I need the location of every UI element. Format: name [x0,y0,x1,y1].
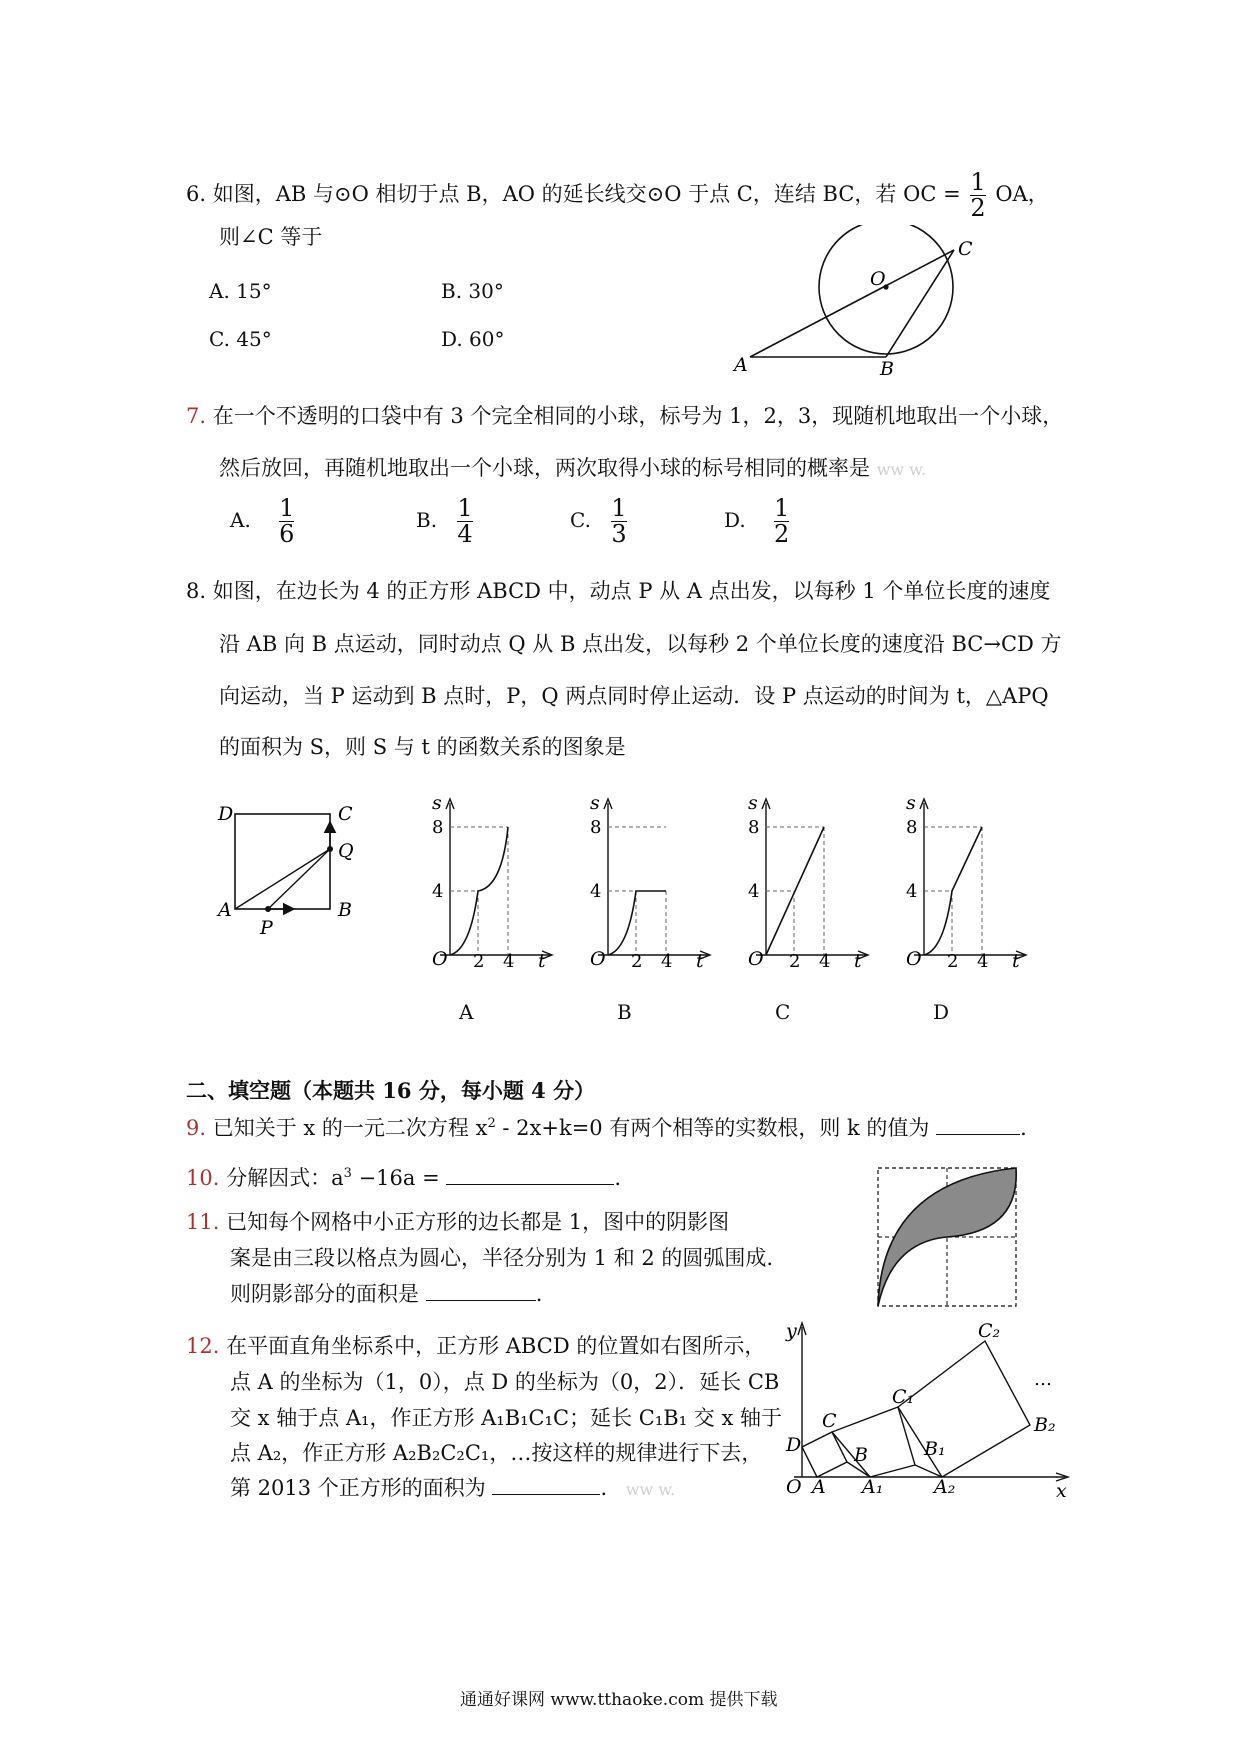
svg-text:t: t [538,950,546,972]
svg-text:C₁: C₁ [892,1386,915,1408]
q11-answer-blank[interactable] [426,1300,536,1301]
svg-text:y: y [786,1320,797,1342]
svg-text:O: O [748,948,764,970]
svg-text:t: t [854,950,862,972]
q11-grid-figure [872,1162,1022,1312]
page-footer: 通通好课网 www.tthaoke.com 提供下载 [460,1690,778,1710]
q6-label-o: O [870,268,886,290]
svg-text:2: 2 [947,951,959,972]
svg-text:A₂: A₂ [934,1476,956,1498]
svg-text:s: s [748,795,758,814]
q12-coordinate-figure [780,1315,1080,1505]
q8-label-a: A [218,899,232,921]
q6-option-a: A. 15° [209,279,272,303]
q8-caption-a: A [459,1000,474,1024]
q9-stem: 9. 已知关于 x 的一元二次方程 $x^2 - 2x+k=0$ 有两个相等的实数根，则 k 的值为 . [186,1116,1027,1140]
svg-text:s: s [590,795,600,814]
q9-answer-blank[interactable] [936,1134,1020,1135]
q6-option-c: C. 45° [209,327,272,351]
svg-text:4: 4 [977,951,989,972]
q7-line1: 7. 在一个不透明的口袋中有 3 个完全相同的小球，标号为 1，2，3，现随机地取出一个小球， [186,404,1064,428]
q7-option-b: B. $\frac{1}{4}$ [416,494,473,549]
q7-option-a: A. $\frac{1}{6}$ [230,494,295,549]
q6-fraction: $\frac{1}{2}$ [970,168,986,223]
svg-text:8: 8 [906,817,918,838]
q8-square-figure [210,800,370,940]
q8-line1: 8. 如图，在边长为 4 的正方形 ABCD 中，动点 P 从 A 点出发，以每秒 1 个单位长度的速度 [186,579,1051,603]
q11-line3: 则阴影部分的面积是 . [230,1282,543,1306]
q12-answer-blank[interactable] [492,1494,600,1495]
q12-line2: 点 A 的坐标为（1，0），点 D 的坐标为（0，2）．延长 CB [230,1370,780,1394]
svg-text:2: 2 [473,951,485,972]
svg-text:4: 4 [906,881,918,902]
q8-caption-c: C [775,1000,791,1024]
q8-graph-c [726,795,876,975]
q8-label-c: C [338,803,353,825]
svg-text:t: t [696,950,704,972]
q8-graph-a [410,795,560,975]
q10-answer-blank[interactable] [446,1184,614,1185]
q12-line5: 第 2013 个正方形的面积为 . ww w. [230,1476,676,1500]
q10-stem: 10. 分解因式：$a^3 -16a$ = . [186,1166,622,1190]
q7-option-d: D. $\frac{1}{2}$ [724,494,790,549]
q11-line1: 11. 已知每个网格中小正方形的边长都是 1，图中的阴影图 [186,1210,730,1234]
svg-text:D: D [786,1434,802,1456]
svg-text:2: 2 [789,951,801,972]
svg-text:s: s [906,795,916,814]
q8-caption-b: B [617,1000,632,1024]
q6-stem: 6. 如图，AB 与⊙O 相切于点 B，AO 的延长线交⊙O 于点 C，连结 BC，若 OC = $\frac{1}{2}$ OA， [186,168,1049,223]
q6-label-a: A [734,354,748,376]
svg-text:4: 4 [590,881,602,902]
q8-graph-b [568,795,718,975]
q6-option-b: B. 30° [441,279,504,303]
q12-line4: 点 A₂，作正方形 A₂B₂C₂C₁，…按这样的规律进行下去， [230,1441,763,1465]
svg-text:8: 8 [590,817,602,838]
q8-graph-d [884,795,1034,975]
q6-label-c: C [958,238,973,260]
svg-text:8: 8 [748,817,760,838]
q8-label-d: D [218,803,234,825]
q6-line2: 则∠C 等于 [219,225,323,249]
q11-line2: 案是由三段以格点为圆心，半径分别为 1 和 2 的圆弧围成. [230,1246,774,1270]
watermark: ww w. [876,460,927,479]
svg-text:x: x [1056,1480,1067,1502]
svg-text:O: O [906,948,922,970]
svg-text:t: t [1012,950,1020,972]
svg-text:C: C [822,1410,837,1432]
svg-text:A₁: A₁ [862,1476,884,1498]
svg-text:4: 4 [661,951,673,972]
svg-text:4: 4 [503,951,515,972]
svg-text:4: 4 [819,951,831,972]
svg-text:4: 4 [748,881,760,902]
svg-text:B₁: B₁ [924,1438,946,1460]
svg-text:O: O [786,1476,802,1498]
svg-text:O: O [432,948,448,970]
svg-text:O: O [590,948,606,970]
q7-option-c: C. $\frac{1}{3}$ [570,494,627,549]
q8-line4: 的面积为 S，则 S 与 t 的函数关系的图象是 [219,735,626,759]
section2-title: 二、填空题（本题共 16 分，每小题 4 分） [186,1078,596,1103]
watermark: ww w. [625,1480,676,1499]
svg-text:A: A [812,1476,826,1498]
svg-text:4: 4 [432,881,444,902]
q8-line3: 向运动，当 P 运动到 B 点时，P，Q 两点同时停止运动．设 P 点运动的时间为 t，△APQ [219,684,1049,708]
svg-text:8: 8 [432,817,444,838]
q8-line2: 沿 AB 向 B 点运动，同时动点 Q 从 B 点出发，以每秒 2 个单位长度的速度沿 BC→CD 方 [219,632,1062,656]
q8-label-p: P [260,917,273,939]
q6-label-b: B [880,358,894,380]
q6-option-d: D. 60° [441,327,505,351]
q12-line3: 交 x 轴于点 A₁，作正方形 A₁B₁C₁C；延长 C₁B₁ 交 x 轴于 [230,1406,782,1430]
svg-text:s: s [432,795,442,814]
svg-text:C₂: C₂ [978,1320,1001,1342]
svg-text:…: … [1034,1369,1052,1390]
svg-text:2: 2 [631,951,643,972]
svg-text:B: B [854,1444,868,1466]
svg-text:B₂: B₂ [1034,1414,1056,1436]
q8-label-b: B [338,899,352,921]
q6-circle-figure [730,225,990,385]
q8-label-q: Q [338,840,354,862]
q12-line1: 12. 在平面直角坐标系中，正方形 ABCD 的位置如右图所示， [186,1334,766,1358]
q7-line2: 然后放回，再随机地取出一个小球，两次取得小球的标号相同的概率是 ww w. [219,456,927,480]
q8-caption-d: D [933,1000,950,1024]
